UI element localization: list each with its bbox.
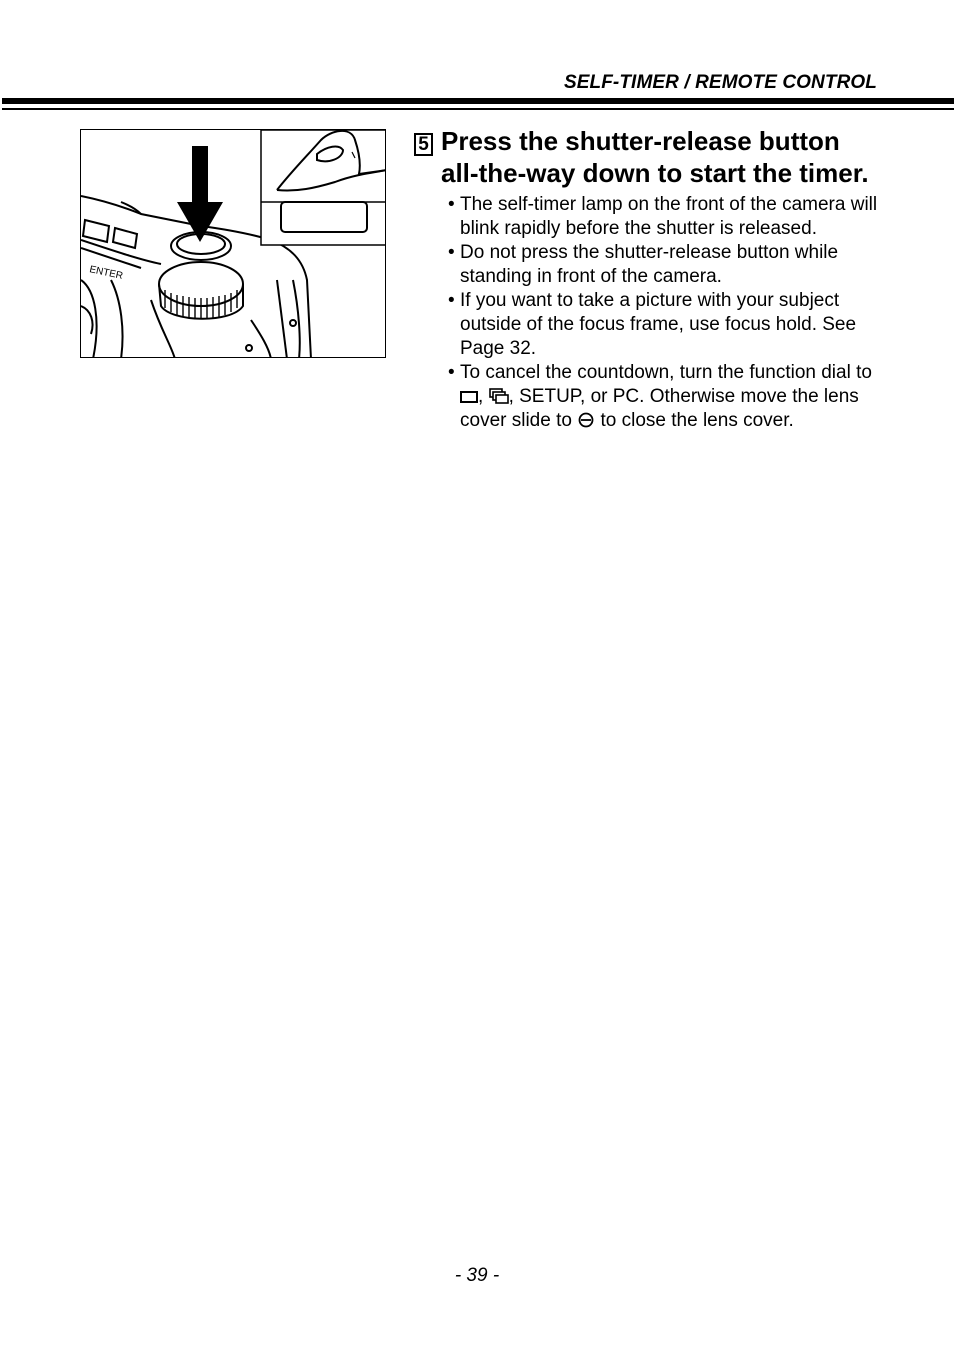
bullet-item: • The self-timer lamp on the front of the camera will blink rapidly before the shutter is released. — [448, 194, 878, 239]
step-title: Press the shutter-release button all-the-way down to start the timer. — [441, 126, 869, 188]
mode-button — [83, 220, 109, 242]
header-rule-thick — [2, 98, 954, 104]
bullet-list — [448, 193, 878, 433]
step-5 — [414, 125, 884, 433]
page-number: - 39 - — [454, 1265, 500, 1286]
enter-label: ENTER — [88, 264, 124, 282]
single-frame-icon — [460, 390, 478, 404]
camera-drawing — [81, 130, 386, 358]
section-title: SELF-TIMER / REMOTE CONTROL — [563, 72, 877, 93]
bullet-item: • If you want to take a picture with your subject outside of the focus frame, use focus hold. See Page 32. — [448, 290, 857, 359]
camera-illustration — [80, 129, 386, 358]
header-rule-thin — [2, 108, 954, 110]
continuous-frames-icon — [489, 388, 509, 404]
flash-button — [113, 228, 137, 248]
step-number: 5 — [414, 133, 433, 156]
bullet-item: • Do not press the shutter-release button while standing in front of the camera. — [448, 242, 839, 287]
lens-cover-close-icon — [577, 412, 595, 428]
bullet-item: • To cancel the countdown, turn the function dial to , , SETUP, or PC. Otherwise move the lens cover slide to to close the lens cover. — [448, 362, 872, 431]
